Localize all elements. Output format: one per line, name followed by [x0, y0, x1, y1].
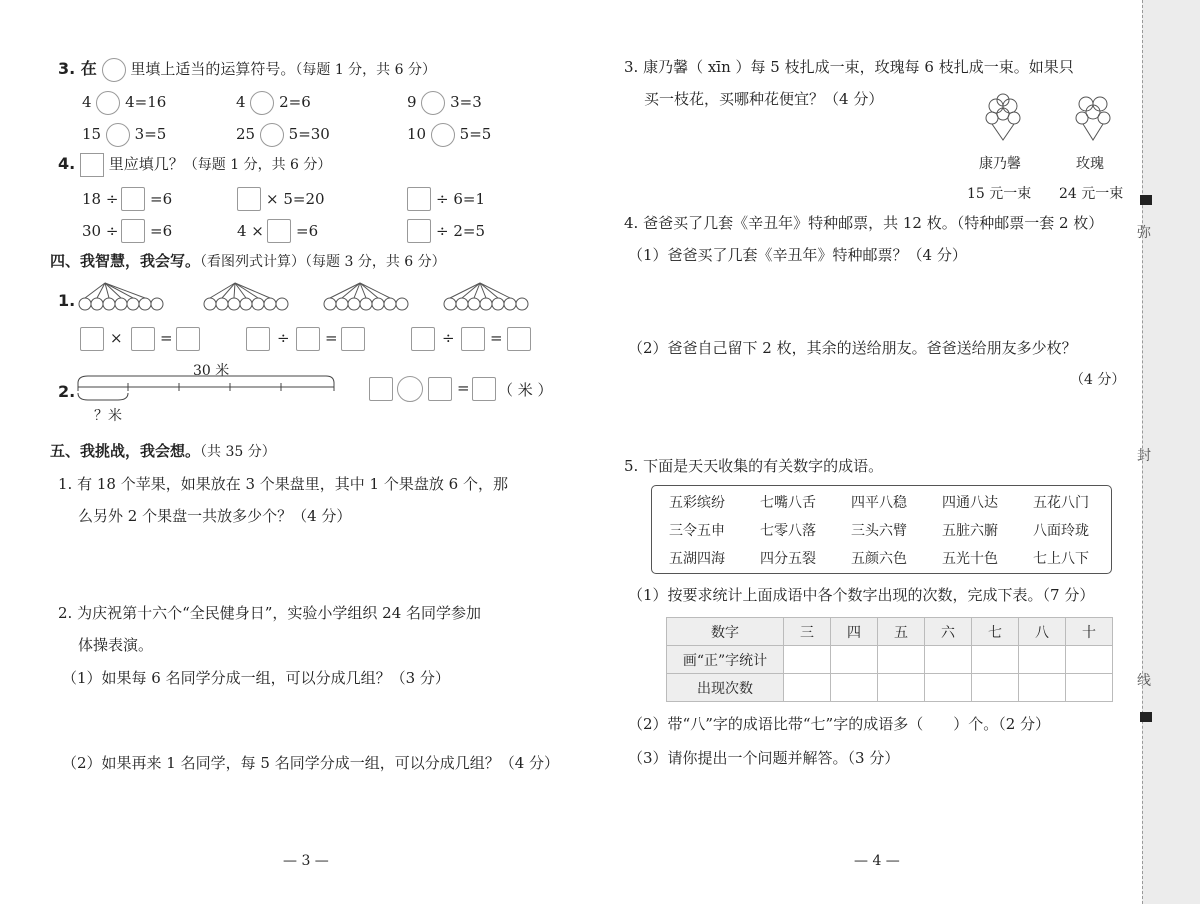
answer-circle[interactable]: [431, 123, 455, 147]
binding-mark: [1140, 195, 1152, 205]
r-q4-line: 4. 爸爸买了几套《辛丑年》特种邮票，共 12 枚。（特种邮票一套 2 枚）: [624, 214, 1104, 232]
table-cell[interactable]: [1019, 646, 1066, 674]
idiom: 五脏六腑: [942, 523, 998, 539]
people-groups-figure: [75, 278, 555, 318]
answer-box[interactable]: [237, 187, 261, 211]
idiom: 三令五申: [669, 523, 725, 539]
r-q3-line2: 买一枝花，买哪种花便宜？（4 分）: [644, 90, 884, 108]
table-header: 数字: [667, 618, 784, 646]
table-header: 四: [831, 618, 878, 646]
answer-box[interactable]: [296, 327, 320, 351]
table-header: 六: [925, 618, 972, 646]
carnation-bouquet-icon: [978, 92, 1028, 142]
answer-box[interactable]: [121, 187, 145, 211]
answer-box[interactable]: [341, 327, 365, 351]
flower2-price: 24 元一束: [1059, 186, 1124, 202]
s5-q2-part2: （2）如果再来 1 名同学，每 5 名同学分成一组，可以分成几组？（4 分）: [62, 754, 560, 772]
sec4-q2-number: 2.: [58, 382, 76, 401]
binding-label: 封: [1137, 448, 1151, 464]
flower1-price: 15 元一束: [967, 186, 1032, 202]
table-cell[interactable]: [972, 674, 1019, 702]
q3-item-1: 4 4=16: [82, 91, 166, 115]
idiom: 七嘴八舌: [760, 495, 816, 511]
idiom: 五颜六色: [851, 551, 907, 567]
blank-box: [80, 153, 104, 177]
answer-circle[interactable]: [421, 91, 445, 115]
answer-box[interactable]: [507, 327, 531, 351]
idiom: 四分五裂: [760, 551, 816, 567]
r-q5-part1: （1）按要求统计上面成语中各个数字出现的次数，完成下表。（7 分）: [628, 586, 1095, 604]
q4-item-4-pre: 30 ÷: [82, 222, 119, 240]
table-cell[interactable]: [1066, 646, 1113, 674]
r-q4-part2-score: （4 分）: [1070, 372, 1126, 388]
section-5-heading: 五、我挑战，我会想。（共 35 分）: [50, 442, 276, 460]
section-4-heading: 四、我智慧，我会写。（看图列式计算）（每题 3 分，共 6 分）: [50, 252, 446, 270]
answer-circle[interactable]: [260, 123, 284, 147]
table-cell[interactable]: [831, 674, 878, 702]
idiom: 五花八门: [1033, 495, 1089, 511]
table-cell[interactable]: [784, 674, 831, 702]
table-row-label: 出现次数: [667, 674, 784, 702]
binding-label: 线: [1137, 673, 1151, 689]
op-equals: =: [490, 329, 503, 347]
table-cell[interactable]: [878, 646, 925, 674]
idiom: 四通八达: [942, 495, 998, 511]
q4-item-5-pre: 4 ×: [237, 222, 264, 240]
idiom: 四平八稳: [851, 495, 907, 511]
r-q5-part2: （2）带“八”字的成语比带“七”字的成语多（ ）个。（2 分）: [628, 715, 1051, 733]
r-q4-part1: （1）爸爸买了几套《辛丑年》特种邮票？（4 分）: [628, 246, 967, 264]
idiom: 七上八下: [1033, 551, 1089, 567]
idiom: 三头六臂: [851, 523, 907, 539]
r-q3-line1: 3. 康乃馨（ xīn ）每 5 枝扎成一束，玫瑰每 6 枝扎成一束。如果只: [624, 58, 1074, 76]
idiom: 五彩缤纷: [669, 495, 725, 511]
s5-q1-line1: 1. 有 18 个苹果，如果放在 3 个果盘里，其中 1 个果盘放 6 个，那: [58, 475, 508, 493]
digit-count-table: [666, 617, 1113, 702]
answer-box[interactable]: [411, 327, 435, 351]
r-q5-part3: （3）请你提出一个问题并解答。（3 分）: [628, 749, 900, 767]
op-equals: =: [325, 329, 338, 347]
table-cell[interactable]: [925, 646, 972, 674]
table-cell[interactable]: [972, 646, 1019, 674]
flower1-name: 康乃馨: [979, 156, 1021, 172]
r-q4-part2: （2）爸爸自己留下 2 枚，其余的送给朋友。爸爸送给朋友多少枚？: [628, 339, 1077, 357]
s5-q1-line2: 么另外 2 个果盘一共放多少个？（4 分）: [78, 507, 352, 525]
q4-item-1-pre: 18 ÷: [82, 190, 119, 208]
unit-label: （ 米 ）: [498, 381, 553, 399]
table-cell[interactable]: [831, 646, 878, 674]
sec4-q1-number: 1.: [58, 291, 76, 310]
idiom: 五光十色: [942, 551, 998, 567]
idiom: 七零八落: [760, 523, 816, 539]
q4-item-3-post: ÷ 6=1: [436, 190, 485, 208]
answer-box[interactable]: [428, 377, 452, 401]
table-cell[interactable]: [878, 674, 925, 702]
answer-circle[interactable]: [96, 91, 120, 115]
op-times: ×: [110, 329, 123, 347]
rose-bouquet-icon: [1068, 92, 1118, 142]
blank-circle: [102, 58, 126, 82]
table-cell[interactable]: [925, 674, 972, 702]
q4-item-6-post: ÷ 2=5: [436, 222, 485, 240]
answer-box[interactable]: [267, 219, 291, 243]
table-cell[interactable]: [784, 646, 831, 674]
segment-question-label: ？米: [94, 408, 122, 424]
answer-box[interactable]: [121, 219, 145, 243]
answer-box[interactable]: [407, 187, 431, 211]
eq-sign: =: [457, 379, 470, 397]
q4-item-1-post: =6: [150, 190, 173, 208]
q3-item-2: 4 2=6: [236, 91, 311, 115]
answer-box[interactable]: [131, 327, 155, 351]
table-cell[interactable]: [1066, 674, 1113, 702]
table-header: 三: [784, 618, 831, 646]
q3-item-5: 25 5=30: [236, 123, 330, 147]
answer-circle[interactable]: [250, 91, 274, 115]
answer-circle[interactable]: [397, 376, 423, 402]
binding-mark: [1140, 712, 1152, 722]
answer-box[interactable]: [369, 377, 393, 401]
table-header: 八: [1019, 618, 1066, 646]
page-number-right: — 4 —: [854, 853, 900, 869]
s5-q2-part1: （1）如果每 6 名同学分成一组，可以分成几组？（3 分）: [62, 669, 450, 687]
table-cell[interactable]: [1019, 674, 1066, 702]
r-q5-line: 5. 下面是天天收集的有关数字的成语。: [624, 457, 884, 475]
answer-circle[interactable]: [106, 123, 130, 147]
q4-title: 4. 里应填几？（每题 1 分，共 6 分）: [58, 153, 331, 177]
answer-box[interactable]: [176, 327, 200, 351]
answer-box[interactable]: [407, 219, 431, 243]
flower2-name: 玫瑰: [1076, 156, 1104, 172]
q4-item-5-post: =6: [296, 222, 319, 240]
q4-item-4-post: =6: [150, 222, 173, 240]
idiom: 八面玲珑: [1033, 523, 1089, 539]
answer-box[interactable]: [472, 377, 496, 401]
op-equals: =: [160, 329, 173, 347]
q3-item-3: 9 3=3: [407, 91, 482, 115]
answer-box[interactable]: [461, 327, 485, 351]
s5-q2-line2: 体操表演。: [78, 636, 154, 654]
q3-item-4: 15 3=5: [82, 123, 166, 147]
answer-box[interactable]: [246, 327, 270, 351]
page-number-left: — 3 —: [283, 853, 329, 869]
q3-item-6: 10 5=5: [407, 123, 491, 147]
idiom: 五湖四海: [669, 551, 725, 567]
table-header: 七: [972, 618, 1019, 646]
segment-length-label: 30 米: [193, 363, 230, 379]
answer-box[interactable]: [80, 327, 104, 351]
binding-label: 弥: [1137, 225, 1151, 241]
table-row-label: 画“正”字统计: [667, 646, 784, 674]
q3-title: 3. 在 里填上适当的运算符号。（每题 1 分，共 6 分）: [58, 56, 436, 82]
op-divide: ÷: [442, 329, 455, 347]
op-divide: ÷: [277, 329, 290, 347]
q4-item-2-post: × 5=20: [266, 190, 325, 208]
s5-q2-line1: 2. 为庆祝第十六个“全民健身日”，实验小学组织 24 名同学参加: [58, 604, 482, 622]
table-header: 五: [878, 618, 925, 646]
table-header: 十: [1066, 618, 1113, 646]
